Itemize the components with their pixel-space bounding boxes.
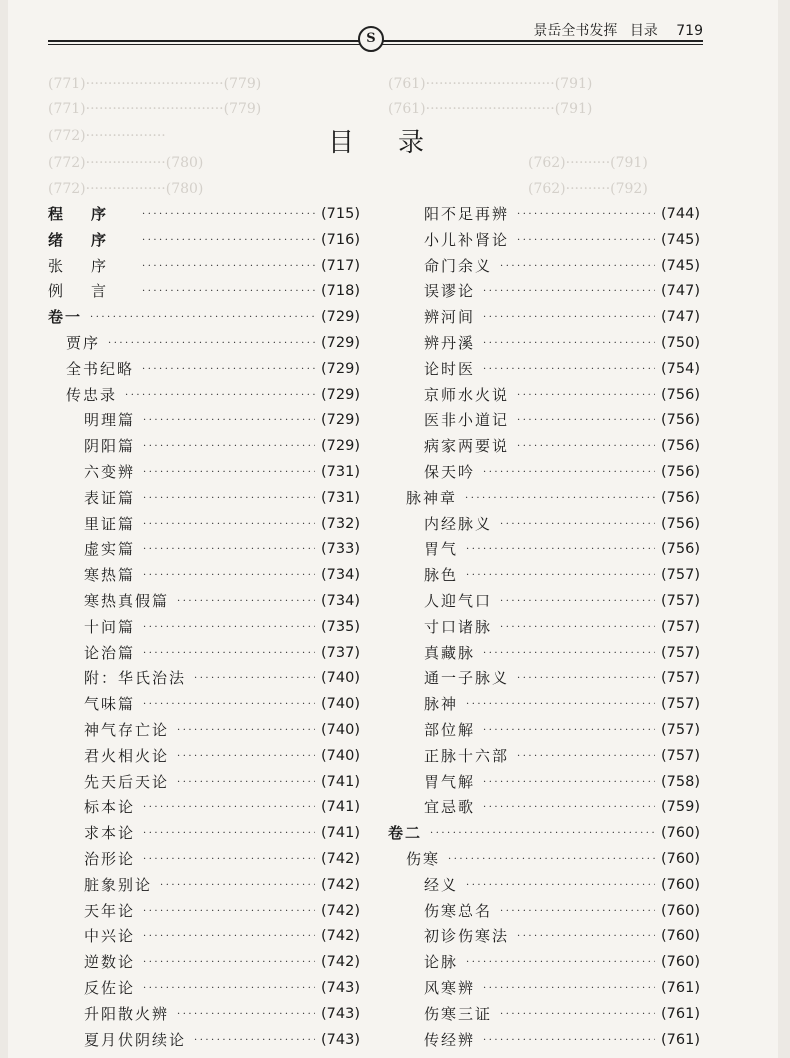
toc-entry-title: 辨河间 [424, 308, 476, 327]
toc-entry-title: 初诊伤寒法 [424, 927, 510, 946]
dot-leader [143, 460, 315, 486]
toc-entry[interactable] [388, 976, 700, 1002]
toc-entry[interactable] [388, 563, 700, 589]
toc-entry-page: (757) [661, 644, 700, 661]
toc-entry-page: (740) [321, 721, 360, 738]
toc-entry-title: 胃气 [424, 540, 459, 559]
toc-entry-title: 伤寒三证 [424, 1004, 493, 1023]
toc-entry[interactable] [388, 899, 700, 925]
dot-leader [142, 357, 315, 383]
toc-entry[interactable] [48, 254, 360, 280]
toc-entry-title: 天年论 [84, 901, 136, 920]
dot-leader [483, 641, 655, 667]
toc-entry-title: 脏象别论 [84, 875, 153, 894]
toc-entry-page: (731) [321, 489, 360, 506]
toc-entry-title: 求本论 [84, 824, 136, 843]
toc-entry-title: 标本论 [84, 798, 136, 817]
dot-leader [465, 486, 655, 512]
bleed-through-decoration: (772)·················· [48, 128, 166, 144]
toc-entry-page: (756) [661, 386, 700, 403]
dot-leader [483, 770, 655, 796]
toc-entry-title: 部位解 [424, 720, 476, 739]
toc-entry-title: 通一子脉义 [424, 669, 510, 688]
toc-entry-title: 论脉 [424, 953, 459, 972]
toc-entry[interactable] [388, 279, 700, 305]
dot-leader [483, 279, 655, 305]
toc-entry[interactable] [48, 666, 360, 692]
toc-entry-page: (757) [661, 696, 700, 713]
toc-entry-title: 宜忌歌 [424, 798, 476, 817]
toc-entry[interactable] [48, 692, 360, 718]
toc-entry[interactable] [388, 486, 700, 512]
dot-leader [143, 512, 315, 538]
bleed-through-decoration: (772)··················(780) [48, 181, 204, 197]
dot-leader [483, 976, 655, 1002]
toc-entry-page: (716) [321, 231, 360, 248]
bleed-through-decoration: (761)·····························(791) [388, 76, 593, 92]
toc-entry-title: 保天吟 [424, 462, 476, 481]
dot-leader [466, 873, 655, 899]
dot-leader [500, 899, 655, 925]
toc-entry-page: (718) [321, 283, 360, 300]
toc-entry-page: (741) [321, 773, 360, 790]
toc-entry-page: (760) [661, 825, 700, 842]
toc-entry-page: (729) [321, 386, 360, 403]
toc-entry-page: (731) [321, 463, 360, 480]
dot-leader [483, 1028, 655, 1054]
toc-entry-page: (747) [661, 309, 700, 326]
dot-leader [160, 873, 315, 899]
toc-entry[interactable] [388, 718, 700, 744]
toc-entry[interactable] [48, 795, 360, 821]
toc-entry[interactable] [388, 847, 700, 873]
toc-entry-page: (759) [661, 799, 700, 816]
toc-entry[interactable] [388, 254, 700, 280]
toc-entry-title: 辨丹溪 [424, 333, 476, 352]
dot-leader [142, 228, 315, 254]
toc-entry-title: 全书纪略 [66, 359, 135, 378]
toc-right-column [388, 202, 700, 1053]
toc-entry-page: (743) [321, 1031, 360, 1048]
toc-entry-page: (761) [661, 979, 700, 996]
toc-entry[interactable] [48, 383, 360, 409]
toc-entry-title: 明理篇 [84, 411, 136, 430]
toc-entry[interactable] [388, 434, 700, 460]
toc-entry[interactable] [48, 305, 360, 331]
toc-entry[interactable] [48, 718, 360, 744]
toc-entry-page: (745) [661, 231, 700, 248]
bleed-through-decoration: (771)·······························(779) [48, 76, 262, 92]
dot-leader [143, 976, 315, 1002]
toc-entry-title: 先天后天论 [84, 772, 170, 791]
toc-entry-page: (757) [661, 747, 700, 764]
toc-entry[interactable] [388, 383, 700, 409]
toc-entry-title: 误谬论 [424, 282, 476, 301]
dot-leader [143, 563, 315, 589]
toc-entry-page: (729) [321, 438, 360, 455]
toc-entry-page: (756) [661, 541, 700, 558]
toc-entry-page: (756) [661, 438, 700, 455]
dot-leader [517, 744, 655, 770]
toc-entry-title: 论时医 [424, 359, 476, 378]
bleed-through-decoration: (762)··········(791) [528, 155, 648, 171]
toc-entry-page: (742) [321, 928, 360, 945]
page-title: 目录 [328, 128, 469, 158]
toc-entry-page: (733) [321, 541, 360, 558]
dot-leader [466, 950, 655, 976]
toc-entry-page: (760) [661, 850, 700, 867]
bleed-through-decoration: (771)·······························(779) [48, 101, 262, 117]
toc-entry[interactable] [388, 1028, 700, 1054]
toc-entry-title: 真藏脉 [424, 643, 476, 662]
dot-leader [177, 770, 315, 796]
toc-entry-title: 寒热真假篇 [84, 591, 170, 610]
toc-entry-title: 胃气解 [424, 772, 476, 791]
toc-entry-title: 风寒辨 [424, 978, 476, 997]
toc-entry-page: (756) [661, 412, 700, 429]
dot-leader [500, 1002, 655, 1028]
toc-entry-page: (760) [661, 954, 700, 971]
toc-entry[interactable] [388, 460, 700, 486]
toc-entry-title: 里证篇 [84, 514, 136, 533]
toc-entry[interactable] [48, 434, 360, 460]
toc-entry[interactable] [388, 692, 700, 718]
toc-entry-page: (740) [321, 747, 360, 764]
header-text [525, 20, 703, 40]
toc-entry-page: (744) [661, 206, 700, 222]
toc-entry-page: (729) [321, 334, 360, 351]
dot-leader [194, 666, 315, 692]
dot-leader [143, 950, 315, 976]
toc-entry[interactable] [388, 641, 700, 667]
toc-entry-title: 十问篇 [84, 617, 136, 636]
toc-entry-title: 内经脉义 [424, 514, 493, 533]
toc-entry-page: (742) [321, 850, 360, 867]
bleed-through-decoration: (762)··········(792) [528, 181, 648, 197]
toc-entry-page: (761) [661, 1031, 700, 1048]
toc-entry-title: 阳不足再辨 [424, 205, 510, 223]
dot-leader [517, 924, 655, 950]
toc-entry[interactable] [48, 589, 360, 615]
dot-leader [517, 434, 655, 460]
toc-entry-title: 逆数论 [84, 953, 136, 972]
dot-leader [143, 821, 315, 847]
toc-entry-page: (729) [321, 309, 360, 326]
toc-entry[interactable] [388, 770, 700, 796]
section-name: 目录 [629, 23, 658, 39]
toc-left-column [48, 202, 360, 1053]
toc-entry[interactable] [388, 537, 700, 563]
toc-entry-page: (741) [321, 799, 360, 816]
dot-leader [143, 434, 315, 460]
toc-entry[interactable] [48, 202, 360, 228]
dot-leader [517, 202, 655, 228]
toc-entry-title: 治形论 [84, 849, 136, 868]
dot-leader [517, 408, 655, 434]
dot-leader [143, 847, 315, 873]
toc-entry-title: 传经辨 [424, 1030, 476, 1049]
toc-entry-title: 反佐论 [84, 978, 136, 997]
toc-entry-title: 寒热篇 [84, 566, 136, 585]
toc-entry-page: (760) [661, 928, 700, 945]
toc-entry[interactable] [48, 1002, 360, 1028]
toc-entry-title: 脉神章 [406, 488, 458, 507]
toc-entry-page: (758) [661, 773, 700, 790]
book-title: 景岳全书发挥 [533, 23, 618, 39]
toc-entry-title: 论治篇 [84, 643, 136, 662]
toc-entry-page: (756) [661, 463, 700, 480]
dot-leader [517, 228, 655, 254]
toc-entry[interactable] [388, 512, 700, 538]
toc-entry-title: 神气存亡论 [84, 720, 170, 739]
toc-entry-page: (734) [321, 567, 360, 584]
dot-leader [500, 615, 655, 641]
toc-entry-page: (715) [321, 206, 360, 222]
dot-leader [143, 795, 315, 821]
toc-entry[interactable] [48, 770, 360, 796]
toc-entry-title: 君火相火论 [84, 746, 170, 765]
dot-leader [143, 924, 315, 950]
dot-leader [143, 692, 315, 718]
toc-entry-title: 卷一 [48, 308, 83, 327]
toc-entry-page: (760) [661, 902, 700, 919]
toc-entry[interactable] [48, 821, 360, 847]
toc-entry-page: (757) [661, 670, 700, 687]
toc-entry-title: 卷二 [388, 824, 423, 843]
toc-entry-page: (757) [661, 618, 700, 635]
toc-entry[interactable] [48, 228, 360, 254]
toc-entry-title: 表证篇 [84, 488, 136, 507]
dot-leader [177, 589, 315, 615]
toc-entry-page: (732) [321, 515, 360, 532]
dot-leader [143, 641, 315, 667]
toc-entry-page: (741) [321, 825, 360, 842]
toc-entry-title: 阴阳篇 [84, 437, 136, 456]
toc-entry[interactable] [48, 331, 360, 357]
publisher-logo-icon: S [358, 26, 384, 52]
toc-entry[interactable] [388, 795, 700, 821]
toc-entry[interactable] [48, 899, 360, 925]
dot-leader [90, 305, 315, 331]
toc-entry[interactable] [388, 924, 700, 950]
toc-entry[interactable] [48, 1028, 360, 1054]
dot-leader [448, 847, 655, 873]
dot-leader [142, 279, 315, 305]
toc-entry[interactable] [48, 460, 360, 486]
toc-entry-title: 正脉十六部 [424, 746, 510, 765]
toc-entry-title: 人迎气口 [424, 591, 493, 610]
toc-entry[interactable] [388, 305, 700, 331]
toc-entry-page: (756) [661, 515, 700, 532]
toc-entry[interactable] [388, 228, 700, 254]
toc-entry-page: (734) [321, 592, 360, 609]
toc-entry-page: (740) [321, 696, 360, 713]
dot-leader [108, 331, 315, 357]
dot-leader [143, 486, 315, 512]
toc-entry[interactable] [388, 744, 700, 770]
toc-entry[interactable] [48, 279, 360, 305]
toc-entry-title: 小儿补肾论 [424, 230, 510, 249]
toc-entry-page: (740) [321, 670, 360, 687]
toc-entry-page: (717) [321, 257, 360, 274]
toc-entry-page: (742) [321, 876, 360, 893]
toc-entry-page: (757) [661, 592, 700, 609]
toc-entry-page: (757) [661, 721, 700, 738]
toc-entry-title: 传忠录 [66, 385, 118, 404]
toc-entry-title: 病家两要说 [424, 437, 510, 456]
bleed-through-decoration: (772)··················(780) [48, 155, 204, 171]
toc-entry-title: 脉神 [424, 695, 459, 714]
toc-entry[interactable] [388, 666, 700, 692]
toc-entry[interactable] [48, 744, 360, 770]
dot-leader [143, 537, 315, 563]
toc-entry-page: (742) [321, 902, 360, 919]
toc-entry-title: 命门余义 [424, 256, 493, 275]
toc-entry-title: 附：华氏治法 [84, 669, 187, 688]
bleed-through-decoration: (761)·····························(791) [388, 101, 593, 117]
toc-entry[interactable] [388, 408, 700, 434]
toc-entry[interactable] [388, 615, 700, 641]
toc-entry-title: 夏月伏阴续论 [84, 1030, 187, 1049]
toc-entry[interactable] [48, 563, 360, 589]
toc-entry-title: 伤寒 [406, 849, 441, 868]
toc-entry-page: (756) [661, 489, 700, 506]
dot-leader [177, 1002, 315, 1028]
toc-entry[interactable] [48, 847, 360, 873]
toc-entry-page: (745) [661, 257, 700, 274]
toc-entry[interactable] [388, 821, 700, 847]
book-page [8, 0, 778, 1058]
running-header [48, 18, 703, 46]
dot-leader [466, 692, 655, 718]
toc-entry[interactable] [388, 357, 700, 383]
toc-entry-title: 张序 [48, 256, 135, 275]
toc-entry-page: (743) [321, 1005, 360, 1022]
dot-leader [142, 254, 315, 280]
toc-entry[interactable] [388, 1002, 700, 1028]
toc-entry[interactable] [388, 331, 700, 357]
toc-entry[interactable] [388, 589, 700, 615]
toc-entry-title: 绪序 [48, 230, 135, 249]
dot-leader [194, 1028, 315, 1054]
page-number: 719 [676, 23, 703, 39]
dot-leader [142, 202, 315, 228]
dot-leader [430, 821, 655, 847]
toc-entry-page: (760) [661, 876, 700, 893]
toc-entry[interactable] [48, 924, 360, 950]
dot-leader [483, 305, 655, 331]
toc-entry[interactable] [48, 641, 360, 667]
toc-entry[interactable] [388, 873, 700, 899]
toc-entry-page: (737) [321, 644, 360, 661]
dot-leader [483, 795, 655, 821]
toc-entry-page: (735) [321, 618, 360, 635]
dot-leader [500, 254, 655, 280]
dot-leader [143, 408, 315, 434]
toc-entry[interactable] [48, 873, 360, 899]
toc-entry[interactable] [388, 950, 700, 976]
dot-leader [483, 331, 655, 357]
dot-leader [483, 718, 655, 744]
toc-entry[interactable] [388, 202, 700, 228]
toc-entry-title: 京师水火说 [424, 385, 510, 404]
toc-entry-page: (742) [321, 954, 360, 971]
toc-entry-title: 例言 [48, 282, 135, 301]
dot-leader [143, 899, 315, 925]
toc-entry-title: 升阳散火辨 [84, 1004, 170, 1023]
toc-entry-title: 虚实篇 [84, 540, 136, 559]
toc-entry[interactable] [48, 512, 360, 538]
toc-entry[interactable] [48, 486, 360, 512]
dot-leader [177, 718, 315, 744]
toc-entry-title: 贾序 [66, 333, 101, 352]
dot-leader [143, 615, 315, 641]
toc-entry-page: (743) [321, 979, 360, 996]
dot-leader [517, 666, 655, 692]
toc-entry-page: (757) [661, 567, 700, 584]
toc-entry[interactable] [48, 537, 360, 563]
toc-entry[interactable] [48, 615, 360, 641]
toc-entry-title: 寸口诸脉 [424, 617, 493, 636]
toc-entry-title: 气味篇 [84, 695, 136, 714]
toc-entry-page: (754) [661, 360, 700, 377]
dot-leader [177, 744, 315, 770]
toc-entry-title: 经义 [424, 875, 459, 894]
toc-entry-title: 中兴论 [84, 927, 136, 946]
toc-entry-title: 伤寒总名 [424, 901, 493, 920]
dot-leader [517, 383, 655, 409]
dot-leader [466, 563, 655, 589]
toc-entry-page: (761) [661, 1005, 700, 1022]
toc-entry-title: 程序 [48, 205, 135, 223]
toc-entry-page: (747) [661, 283, 700, 300]
toc-entry-title: 脉色 [424, 566, 459, 585]
toc-entry[interactable] [48, 357, 360, 383]
toc-entry-page: (729) [321, 360, 360, 377]
toc-entry-title: 六变辨 [84, 462, 136, 481]
dot-leader [125, 383, 315, 409]
dot-leader [466, 537, 655, 563]
dot-leader [483, 357, 655, 383]
dot-leader [500, 512, 655, 538]
toc-entry-page: (750) [661, 334, 700, 351]
toc-entry[interactable] [48, 950, 360, 976]
toc-entry[interactable] [48, 408, 360, 434]
dot-leader [483, 460, 655, 486]
toc-entry-page: (729) [321, 412, 360, 429]
toc-entry-title: 医非小道记 [424, 411, 510, 430]
dot-leader [500, 589, 655, 615]
toc-entry[interactable] [48, 976, 360, 1002]
